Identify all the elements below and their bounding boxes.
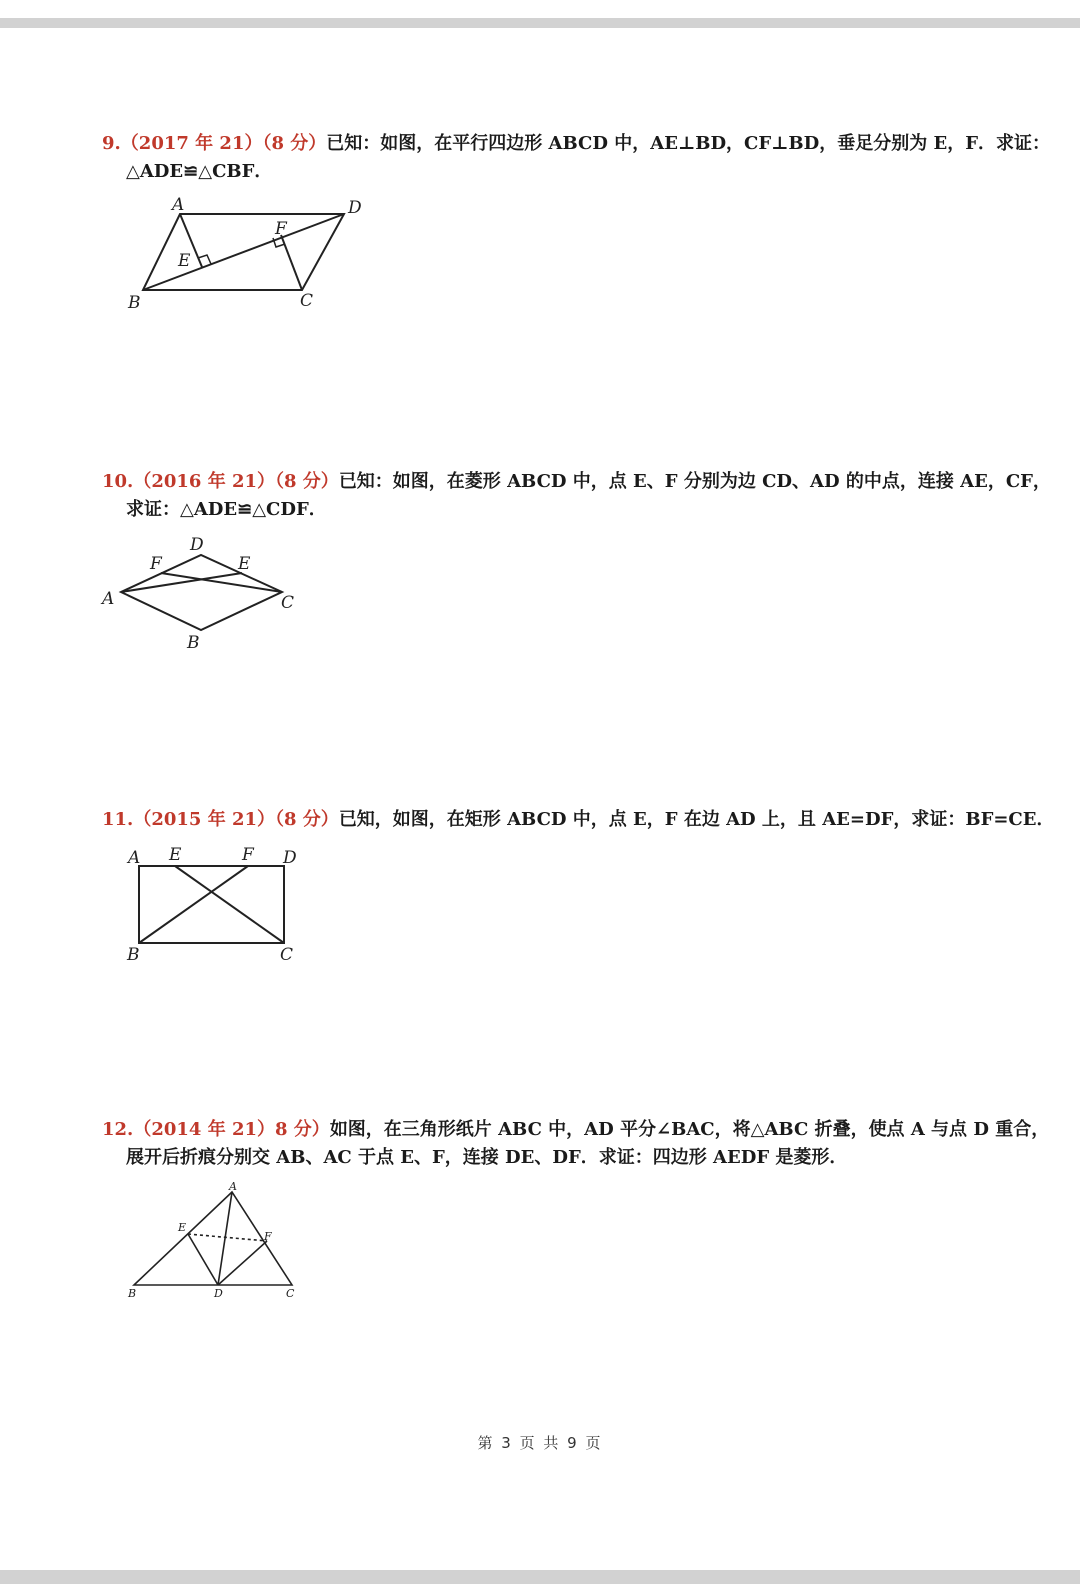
figure-rectangle [118,842,318,971]
problem-source: （2015 年 21）（8 分） [133,809,339,830]
label-b: B [187,633,200,653]
label-e: E [238,554,251,574]
label-a: A [229,1180,237,1193]
figure-parallelogram [110,192,380,321]
label-f: F [242,845,254,865]
label-f: F [275,219,287,239]
label-a: A [128,848,141,868]
problem-12-line2: 展开后折痕分别交 AB、AC 于点 E、F，连接 DE、DF．求证：四边形 AEDF 是菱形． [126,1147,848,1168]
problem-9 [102,130,1051,186]
problem-source: （2014 年 21）8 分） [133,1119,330,1140]
problem-12 [102,1116,1050,1172]
fold-line-ef [188,1234,267,1241]
label-d: D [214,1287,223,1300]
problem-10 [102,468,1051,524]
problem-text: 如图，在三角形纸片 ABC 中，AD 平分∠BAC，将△ABC 折叠，使点 A 与点 D 重合， [329,1119,1050,1140]
segment-df [218,1241,267,1285]
problem-text: 已知，如图，在矩形 ABCD 中，点 E，F 在边 AD 上，且 AE=DF，求证：BF=CE． [338,809,1055,830]
segment-cf [281,235,302,290]
label-e: E [169,845,182,865]
label-e: E [178,251,191,271]
problem-text: 已知：如图，在平行四边形 ABCD 中，AE⊥BD，CF⊥BD，垂足分别为 E，F．求证： [326,133,1051,154]
problem-9-line2: △ADE≌△CBF． [126,161,273,182]
bottom-scroll-band [0,1570,1080,1584]
problem-12-line1 [102,1116,1050,1144]
label-e: E [178,1221,187,1234]
rhombus-abcd [121,555,282,630]
label-b: B [127,945,140,965]
label-f: F [264,1230,272,1243]
problem-number: 10. [102,471,134,492]
label-c: C [281,593,295,613]
figure-triangle [118,1180,318,1309]
label-d: D [190,535,204,555]
label-c: C [286,1287,295,1300]
label-c: C [280,945,294,965]
problem-source: （2016 年 21）（8 分） [133,471,339,492]
problem-9-line1 [102,130,1051,158]
rectangle-abcd [139,866,284,943]
label-a: A [172,195,185,215]
problem-source: （2017 年 21）（8 分） [120,133,327,154]
label-c: C [300,291,314,311]
label-d: D [283,848,297,868]
problem-10-line2: 求证：△ADE≌△CDF． [126,499,327,520]
segment-ce [175,866,284,943]
diagonal-bd [143,214,344,290]
problem-11 [102,806,1055,834]
problem-11-line1 [102,806,1055,834]
problem-number: 11. [102,809,134,830]
label-a: A [102,589,115,609]
label-d: D [348,198,362,218]
label-b: B [128,1287,137,1300]
problem-text: 已知：如图，在菱形 ABCD 中，点 E、F 分别为边 CD、AD 的中点，连接 AE，CF， [338,471,1051,492]
problem-number: 9. [102,133,121,154]
figure-rhombus [96,530,306,659]
segment-de [188,1234,218,1285]
problem-number: 12. [102,1119,134,1140]
problem-10-line1 [102,468,1051,496]
page-footer: 第 3 页 共 9 页 [477,1434,603,1452]
segment-bf [139,866,248,943]
top-scroll-band [0,18,1080,28]
label-b: B [128,293,141,313]
label-f: F [150,554,162,574]
